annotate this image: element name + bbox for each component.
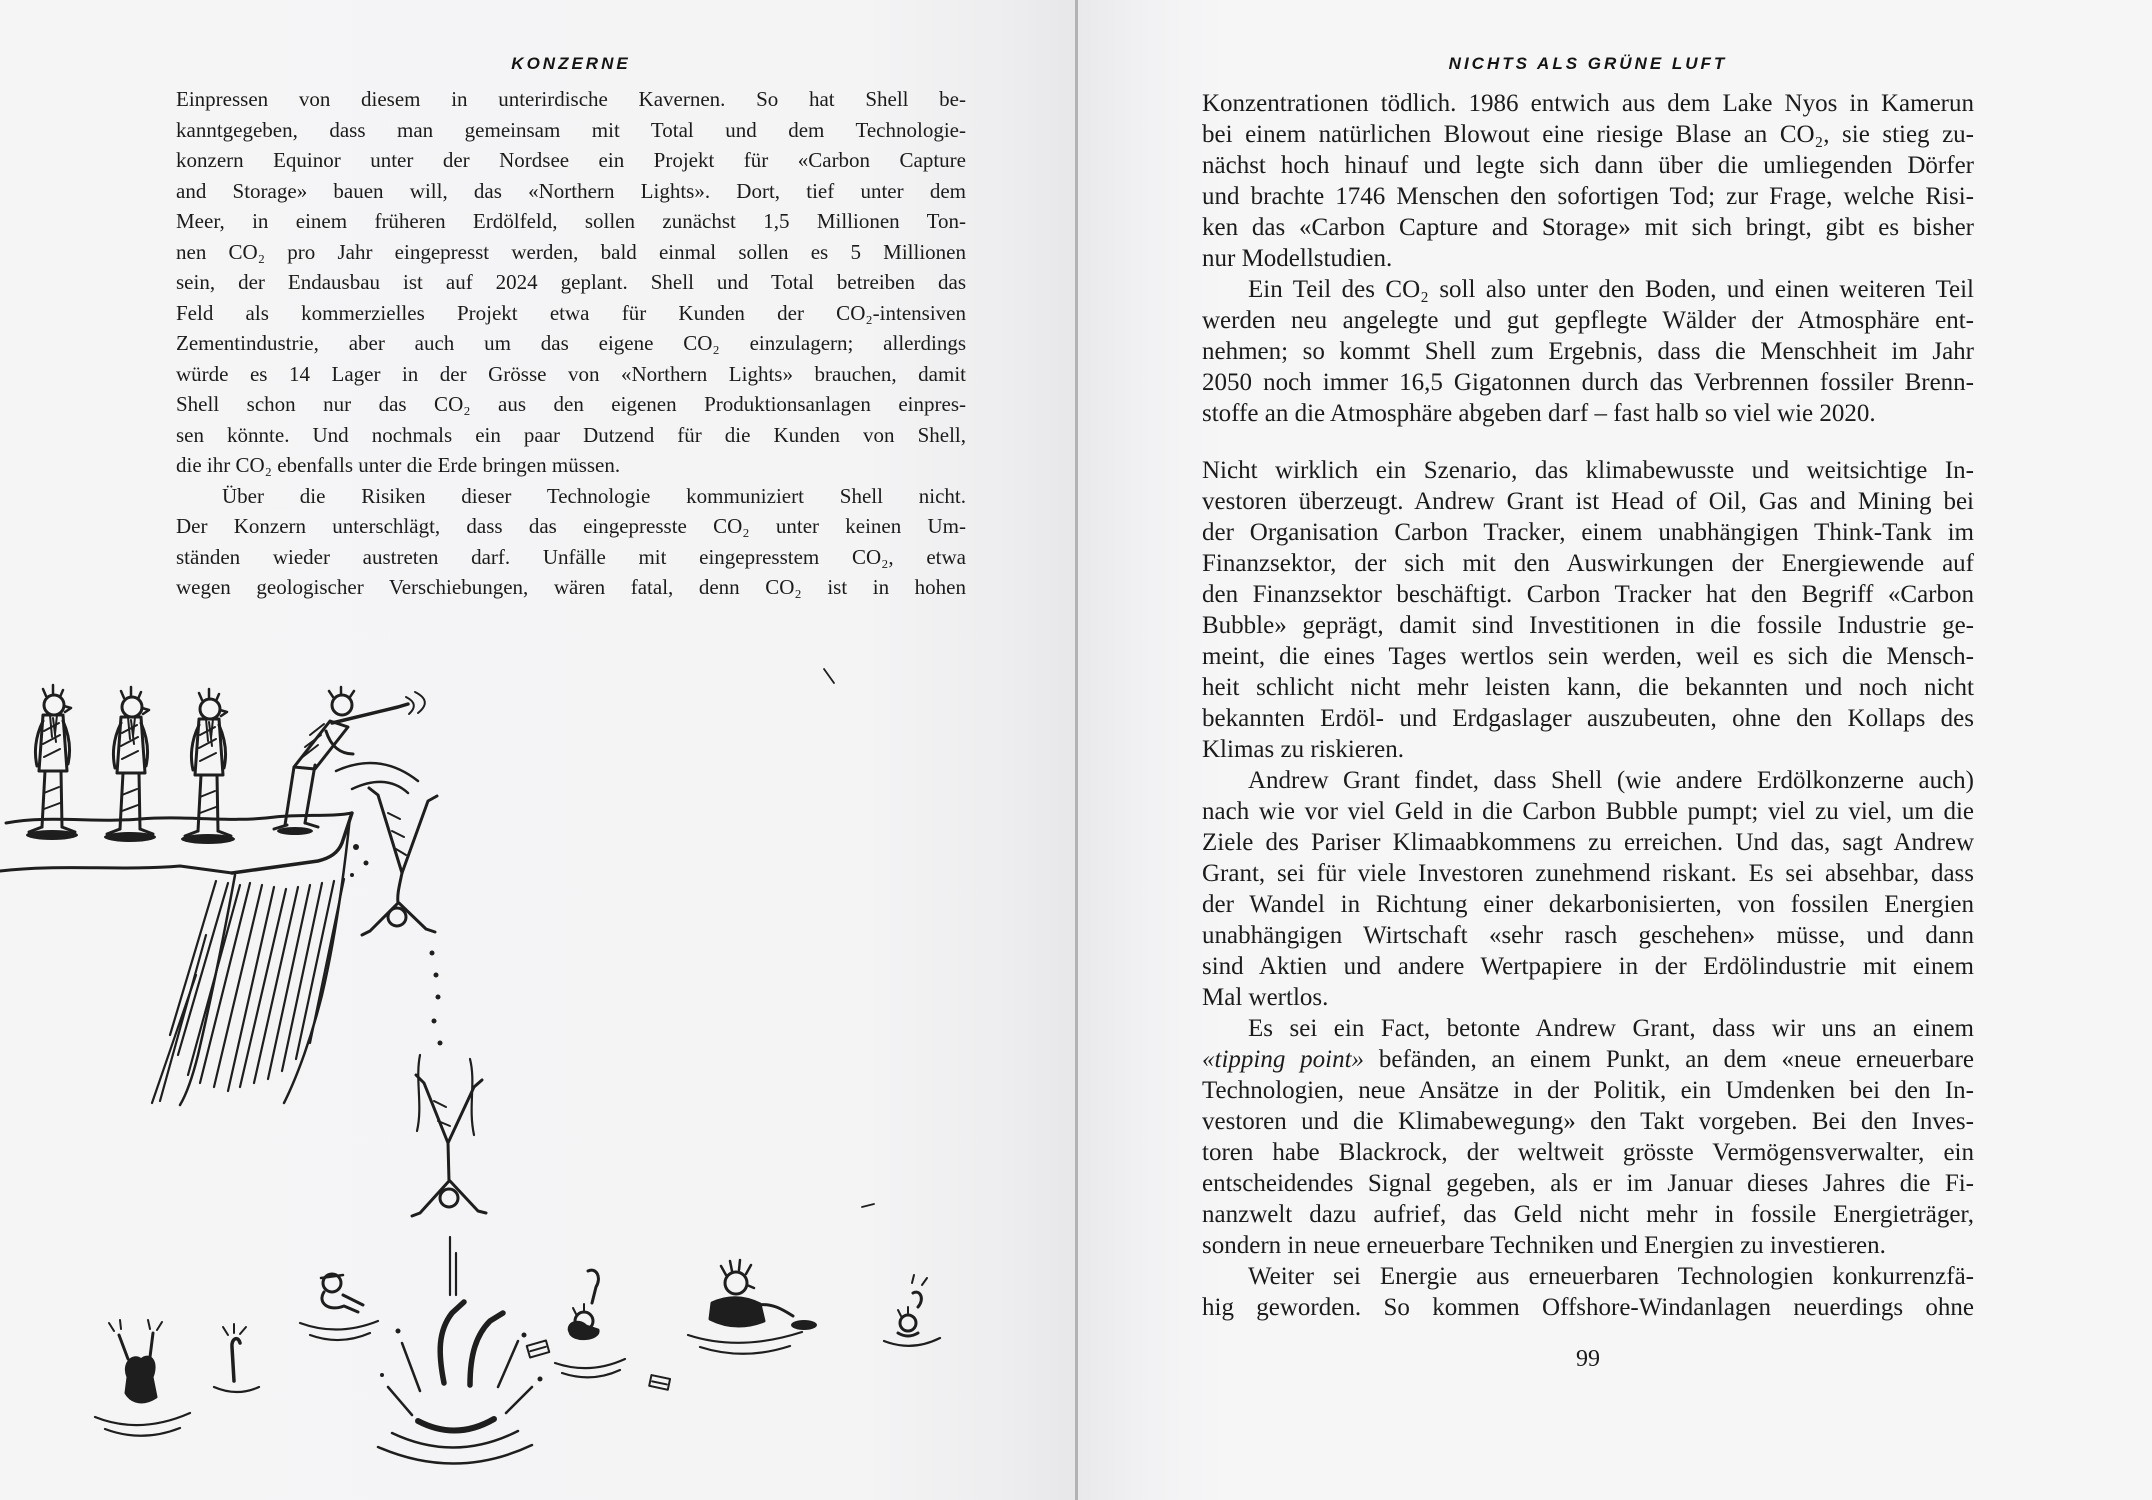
text-line: Finanzsektor, der sich mit den Auswirkungen der Energiewende auf [1202, 550, 1974, 577]
text-line: würde es 14 Lager in der Grösse von «Northern Lights» brauchen, damit [176, 361, 966, 386]
text-line: Ein Teil des CO₂ soll also unter den Boden, und einen weiteren Teil [1248, 276, 1974, 303]
text-line: Meer, in einem früheren Erdölfeld, sollen zunächst 1,5 Millionen Ton- [176, 209, 966, 233]
text-line: Mal wertlos. [1202, 984, 1329, 1011]
text-line: der Organisation Carbon Tracker, einem unabhängigen Think-Tank im [1202, 519, 1974, 546]
swimmer-far-right [884, 1275, 940, 1346]
text-line: sen könnte. Und nochmals ein paar Dutzend für die Kunden von Shell, [176, 422, 966, 447]
text-line: toren habe Blackrock, der weltweit grösste Vermögensverwalter, ein [1202, 1139, 1974, 1166]
text-line: Grant, sei für viele Investoren zunehmend riskant. Es sei absehbar, dass [1202, 860, 1974, 887]
text-line: kanntgegeben, dass man gemeinsam mit Total und dem Technologie- [176, 117, 966, 142]
text-line: ken das «Carbon Capture and Storage» mit sich bringt, gibt es bisher [1202, 214, 1974, 241]
text-line: unabhängigen Wirtschaft «sehr rasch geschehen» müsse, und dann [1202, 922, 1974, 949]
paragraph [1202, 1013, 1974, 1261]
text-line: Bubble» geprägt, damit sind Investitionen in die fossile Industrie ge- [1202, 612, 1974, 639]
text-line: sein, der Endausbau ist auf 2024 geplant. Shell und Total betreiben das [176, 270, 966, 294]
text-line: Feld als kommerzielles Projekt etwa für Kunden der CO₂-intensiven [176, 300, 966, 325]
text-line: nach wie vor viel Geld in die Carbon Bubble pumpt; viel zu viel, um die [1202, 798, 1974, 825]
paragraph [1202, 765, 1974, 1013]
diver [336, 763, 437, 935]
left-running-head: KONZERNE [511, 54, 631, 73]
text-line: stoffe an die Atmosphäre abgeben darf – fast halb so viel wie 2020. [1202, 400, 1876, 427]
paragraph [1202, 88, 1974, 274]
text-line: Ziele des Pariser Klimaabkommens zu erreichen. Und das, sagt Andrew [1202, 829, 1974, 856]
text-line: Konzentrationen tödlich. 1986 entwich aus dem Lake Nyos in Kamerun [1202, 90, 1974, 117]
splash [378, 1302, 543, 1464]
text-line: der Wandel in Richtung einer dekarbonisierten, von fossilen Energien [1202, 891, 1974, 918]
right-body-text [1202, 88, 1974, 1323]
text-line: 2050 noch immer 16,5 Gigatonnen durch das Verbrennen fossiler Brenn- [1202, 369, 1974, 396]
text-line: sondern in neue erneuerbare Techniken und Energien zu investieren. [1202, 1232, 1886, 1259]
text-line: Weiter sei Energie aus erneuerbaren Technologien konkurrenzfä- [1248, 1263, 1974, 1290]
cliff-divers-cartoon-illustration [0, 635, 980, 1500]
paragraph [176, 481, 966, 603]
raised-arm [214, 1324, 259, 1392]
text-line: vestoren und die Klimabewegung» den Takt vorgeben. Bei den Inves- [1202, 1108, 1974, 1135]
text-line: und brachte 1746 Menschen den sofortigen Tod; zur Frage, welche Risi- [1202, 183, 1974, 210]
swimmer-left-center [300, 1274, 378, 1340]
text-line: den Finanzsektor beschäftigt. Carbon Tracker hat den Begriff «Carbon [1202, 581, 1974, 608]
text-line: hig geworden. So kommen Offshore-Windanlagen neuerdings ohne [1202, 1294, 1974, 1321]
text-line: sind Aktien und andere Wertpapiere in der Erdölindustrie mit einem [1202, 953, 1974, 980]
left-page [0, 0, 1075, 1500]
text-line: Nicht wirklich ein Szenario, das klimabewusste und weitsichtige In- [1202, 457, 1974, 484]
swimmer-right-of-splash [527, 1270, 670, 1390]
right-running-head: NICHTS ALS GRÜNE LUFT [1448, 54, 1728, 73]
text-line: nur Modellstudien. [1202, 245, 1393, 272]
text-line: Es sei ein Fact, betonte Andrew Grant, dass wir uns an einem [1248, 1015, 1974, 1042]
text-line: Andrew Grant findet, dass Shell (wie andere Erdölkonzerne auch) [1248, 767, 1974, 794]
text-line: bekannten Erdöl- und Erdgaslager auszubeuten, ohne den Kollaps des [1202, 705, 1974, 732]
page-number: 99 [1576, 1346, 1600, 1372]
text-line: Shell schon nur das CO₂ aus den eigenen Produktionsanlagen einpres- [176, 392, 966, 416]
text-line: wegen geologischer Verschiebungen, wären fatal, denn CO₂ ist in hohen [176, 575, 966, 599]
text-line: Der Konzern unterschlägt, dass das eingepresste CO₂ unter keinen Um- [176, 514, 966, 538]
text-line: bei einem natürlichen Blowout eine riesige Blase an CO₂, sie stieg zu- [1202, 121, 1974, 148]
paragraph [1202, 1261, 1974, 1323]
text-line: ständen wieder austreten darf. Unfälle mit eingepresstem CO₂, etwa [176, 544, 966, 569]
paragraph [176, 84, 966, 481]
text-line: vestoren überzeugt. Andrew Grant ist Head of Oil, Gas and Mining bei [1202, 488, 1974, 515]
text-line: die ihr CO₂ ebenfalls unter die Erde bringen müssen. [176, 453, 621, 477]
text-line: Zementindustrie, aber auch um das eigene CO₂ einzulagern; allerdings [176, 331, 966, 355]
text-line: meint, die eines Tages wertlos sein werden, weil es sich die Mensch- [1202, 643, 1974, 670]
text-line: Technologien, neue Ansätze in der Politik, ein Umdenken bei den In- [1202, 1077, 1974, 1104]
text-line: nanzwelt dazu aufrief, das Geld nicht mehr in fossile Energieträger, [1202, 1201, 1974, 1228]
right-page [1078, 0, 2152, 1500]
text-line: Einpressen von diesem in unterirdische Kavernen. So hat Shell be- [176, 87, 966, 111]
text-line: heit schlicht nicht mehr leisten kann, die bekannten und noch nicht [1202, 674, 1974, 701]
swimmer-dark-hair [688, 1260, 817, 1354]
text-line: konzern Equinor unter der Nordsee ein Projekt für «Carbon Capture [176, 148, 966, 172]
swimmer-far-left [95, 1320, 190, 1436]
text-line: entscheidendes Signal gegeben, als er im Januar dieses Jahres die Fi- [1202, 1170, 1974, 1197]
falling-man [412, 1055, 486, 1216]
text-line: Über die Risiken dieser Technologie kommuniziert Shell nicht. [222, 483, 966, 508]
text-line: «tipping point» befänden, an einem Punkt, an dem «neue erneuerbare [1202, 1046, 1974, 1073]
left-body-text [176, 84, 966, 603]
pointing-man [274, 687, 425, 829]
paragraph [1202, 455, 1974, 765]
text-line: werden neu angelegte und gut gepflegte Wälder der Atmosphäre ent- [1202, 307, 1974, 334]
text-line: nächst hoch hinauf und legte sich dann über die umliegenden Dörfer [1202, 152, 1974, 179]
text-line: Klimas zu riskieren. [1202, 736, 1405, 763]
text-line: and Storage» bauen will, das «Northern Lights». Dort, tief unter dem [176, 178, 966, 203]
text-line: nen CO₂ pro Jahr eingepresst werden, bald einmal sollen es 5 Millionen [176, 239, 966, 264]
text-line: nehmen; so kommt Shell zum Ergebnis, dass die Menschheit im Jahr [1202, 338, 1974, 365]
paragraph [1202, 274, 1974, 429]
